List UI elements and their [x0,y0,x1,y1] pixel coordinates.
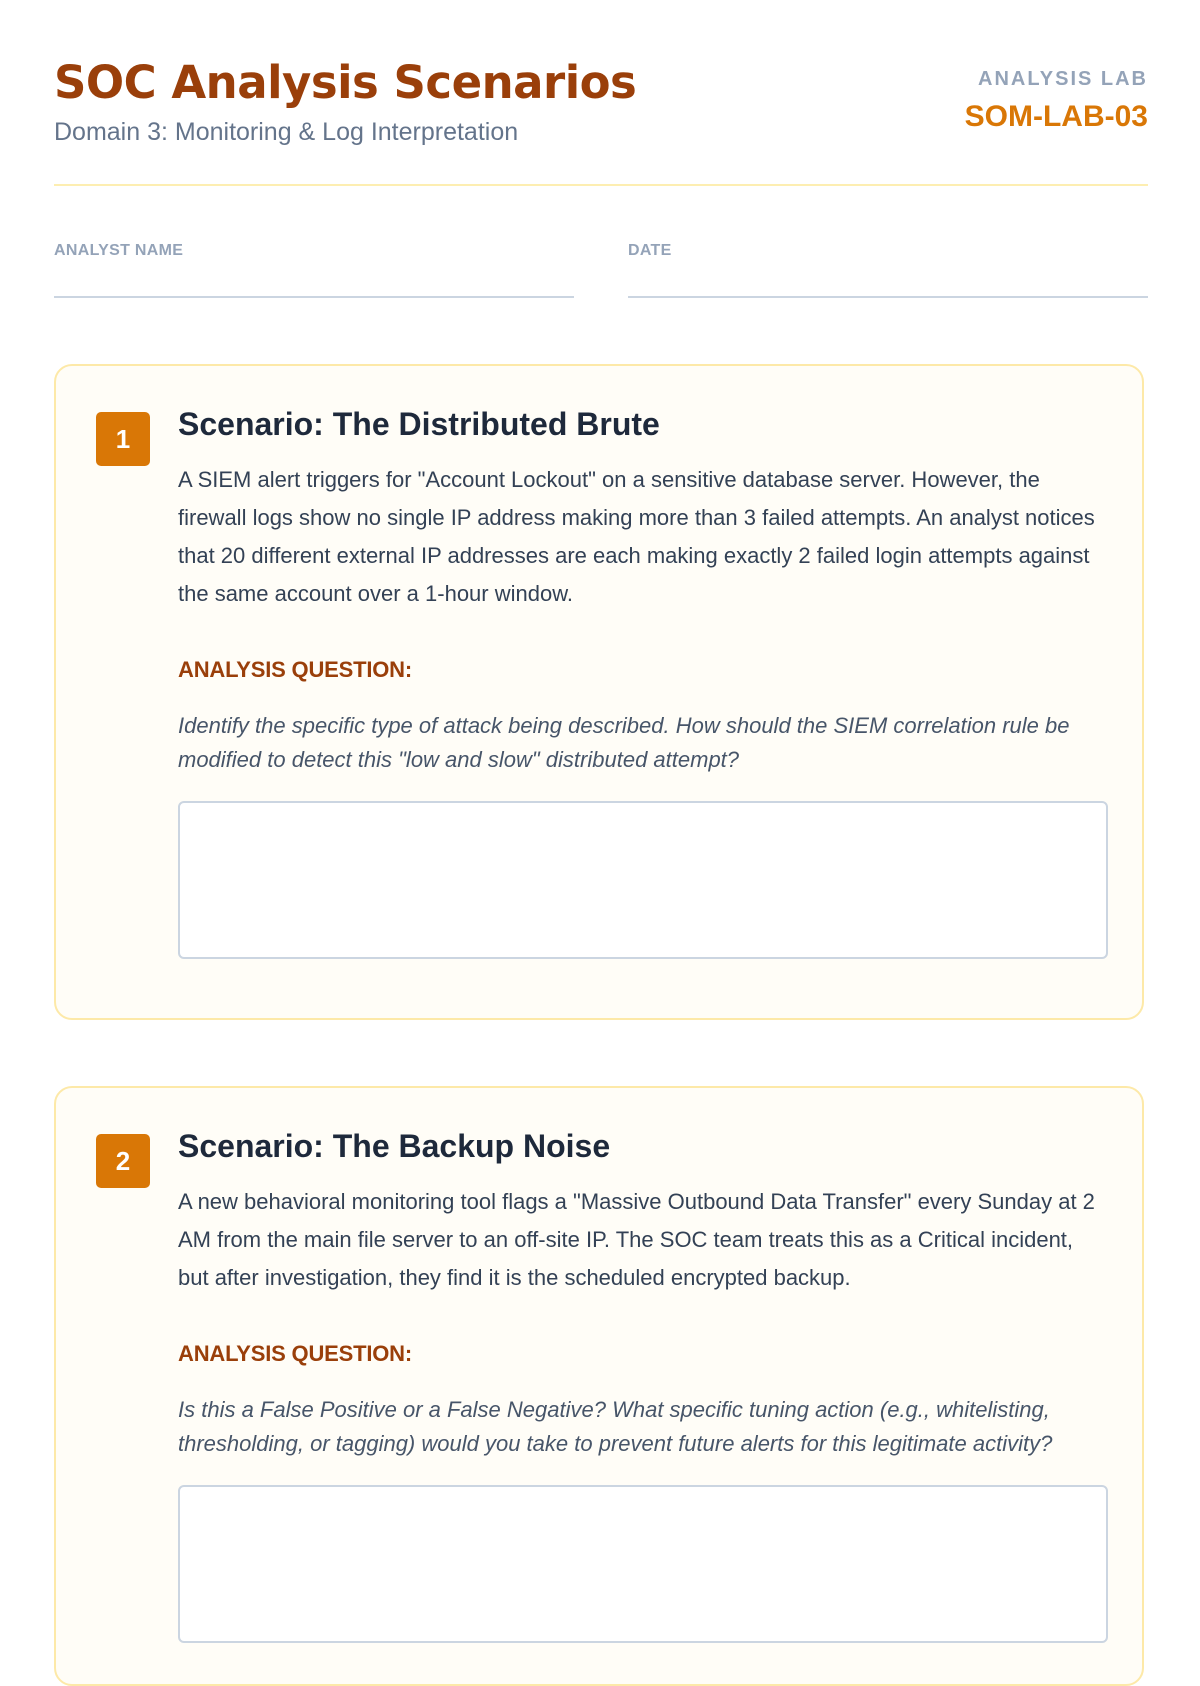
scenario-title: Scenario: The Backup Noise [178,1128,611,1164]
scenario-description: A SIEM alert triggers for "Account Lockout" on a sensitive database server. However, the firewall logs show no single IP address making more than 3 failed attempts. An analyst notices that 20 different external IP addresses are each making exactly 2 failed login attempts against the same account over a 1-hour window. [178,467,1095,606]
scenario-card-2 [54,1086,1144,1686]
worksheet-page [54,0,1148,1456]
page-header [54,0,1148,186]
scenario-body [178,406,1108,959]
analyst-name-label: ANALYST NAME [54,242,184,259]
analyst-fields [54,186,1148,316]
scenario-number-badge: 2 [96,1134,150,1188]
analysis-question-text: Is this a False Positive or a False Negative? What specific tuning action (e.g., whitelisting, thresholding, or tagging) would you take to prevent future alerts for this legitimate activity? [178,1397,1053,1456]
answer-box[interactable] [178,801,1108,959]
analysis-question-label: ANALYSIS QUESTION: [178,1341,412,1366]
page-subtitle: Domain 3: Monitoring & Log Interpretation [54,118,519,146]
analyst-name-field[interactable] [54,242,574,298]
analysis-question-text: Identify the specific type of attack being described. How should the SIEM correlation rule be modified to detect this "low and slow" distributed attempt? [178,713,1070,772]
scenario-card-1 [54,364,1144,1020]
page-title: SOC Analysis Scenarios [54,56,637,109]
scenario-body [178,1128,1108,1643]
lab-code: SOM-LAB-03 [964,100,1148,133]
date-line[interactable] [628,296,1148,298]
analyst-name-line[interactable] [54,296,574,298]
answer-box[interactable] [178,1485,1108,1643]
lab-label: ANALYSIS LAB [978,68,1148,90]
analysis-question-label: ANALYSIS QUESTION: [178,657,412,682]
scenario-description: A new behavioral monitoring tool flags a "Massive Outbound Data Transfer" every Sunday at 2 AM from the main file server to an off-site IP. The SOC team treats this as a Critical incident, but after investigation, they find it is the scheduled encrypted backup. [178,1189,1095,1290]
scenario-title: Scenario: The Distributed Brute [178,406,660,442]
scenario-number-badge: 1 [96,412,150,466]
date-label: DATE [628,242,672,259]
date-field[interactable] [628,242,1148,298]
